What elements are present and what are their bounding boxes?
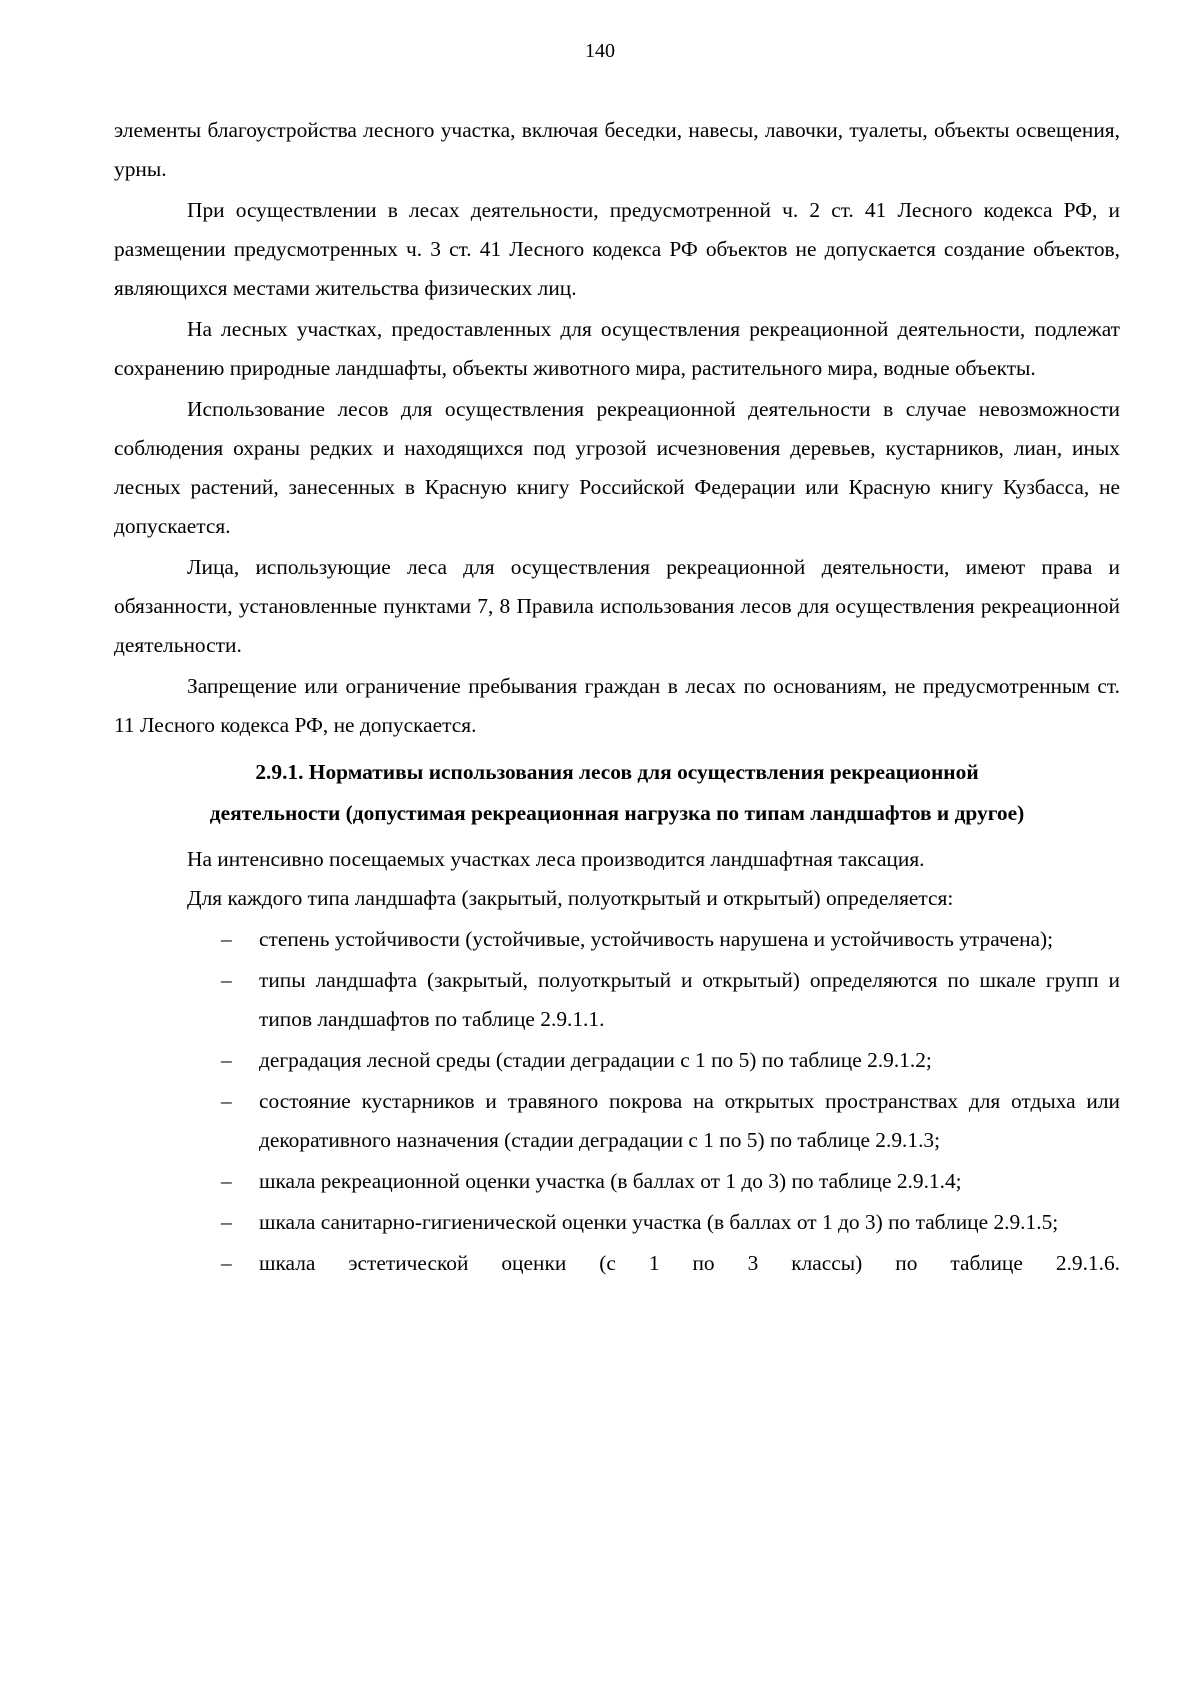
list-item xyxy=(114,920,1120,959)
dash-bullet: – xyxy=(221,968,232,992)
dash-bullet: – xyxy=(221,1089,232,1113)
list-item xyxy=(114,1203,1120,1242)
list-item-text: типы ландшафта (закрытый, полуоткрытый и открытый) определяются по шкале групп и типов ландшафтов по таблице 2.9.1.1. xyxy=(259,968,1120,1031)
paragraph: Для каждого типа ландшафта (закрытый, полуоткрытый и открытый) определяется: xyxy=(187,886,954,910)
dash-bullet: – xyxy=(221,1169,232,1193)
criteria-list xyxy=(114,920,1120,1283)
dash-bullet: – xyxy=(221,1251,232,1275)
list-item xyxy=(114,1162,1120,1201)
paragraph-continuation: элементы благоустройства лесного участка, включая беседки, навесы, лавочки, туалеты, объекты освещения, урны. xyxy=(114,118,1120,181)
paragraph: На лесных участках, предоставленных для осуществления рекреационной деятельности, подлежат сохранению природные ландшафты, объекты животного мира, растительного мира, водные объекты. xyxy=(114,317,1120,380)
list-item-text: степень устойчивости (устойчивые, устойчивость нарушена и устойчивость утрачена); xyxy=(259,927,1054,951)
paragraph: Использование лесов для осуществления рекреационной деятельности в случае невозможности соблюдения охраны редких и находящихся под угрозой исчезновения деревьев, кустарников, лиан, иных лесных растений, занесенных в Красную книгу Российской Федерации или Красную книгу Кузбасса, не допускается. xyxy=(114,397,1120,538)
list-item-text: состояние кустарников и травяного покрова на открытых пространствах для отдыха или декоративного назначения (стадии деградации с 1 по 5) по таблице 2.9.1.3; xyxy=(259,1089,1120,1152)
paragraph: Лица, использующие леса для осуществления рекреационной деятельности, имеют права и обязанности, установленные пунктами 7, 8 Правила использования лесов для осуществления рекреационной деятельности. xyxy=(114,555,1120,657)
section-heading-line-2: деятельности (допустимая рекреационная нагрузка по типам ландшафтов и другое) xyxy=(209,801,1025,825)
dash-bullet: – xyxy=(221,1048,232,1072)
dash-bullet: – xyxy=(221,1210,232,1234)
page-number: 140 xyxy=(585,40,615,62)
section-heading xyxy=(114,752,1120,834)
list-item-text: шкала рекреационной оценки участка (в баллах от 1 до 3) по таблице 2.9.1.4; xyxy=(259,1169,962,1193)
list-item xyxy=(114,961,1120,1039)
paragraph: На интенсивно посещаемых участках леса производится ландшафтная таксация. xyxy=(187,847,925,871)
list-item xyxy=(114,1082,1120,1160)
list-item-text: деградация лесной среды (стадии деградации с 1 по 5) по таблице 2.9.1.2; xyxy=(259,1048,932,1072)
list-item xyxy=(114,1041,1120,1080)
dash-bullet: – xyxy=(221,927,232,951)
section-heading-line-1: 2.9.1. Нормативы использования лесов для осуществления рекреационной xyxy=(255,760,979,784)
list-item-text: шкала эстетической оценки (с 1 по 3 классы) по таблице 2.9.1.6. xyxy=(259,1251,1120,1275)
paragraph: Запрещение или ограничение пребывания граждан в лесах по основаниям, не предусмотренным ст. 11 Лесного кодекса РФ, не допускается. xyxy=(114,674,1120,737)
document-body xyxy=(114,111,1120,1283)
list-item xyxy=(114,1244,1120,1283)
list-item-text: шкала санитарно-гигиенической оценки участка (в баллах от 1 до 3) по таблице 2.9.1.5; xyxy=(259,1210,1059,1234)
paragraph: При осуществлении в лесах деятельности, предусмотренной ч. 2 ст. 41 Лесного кодекса РФ, и размещении предусмотренных ч. 3 ст. 41 Лесного кодекса РФ объектов не допускается создание объектов, являющихся местами жительства физических лиц. xyxy=(114,198,1120,300)
